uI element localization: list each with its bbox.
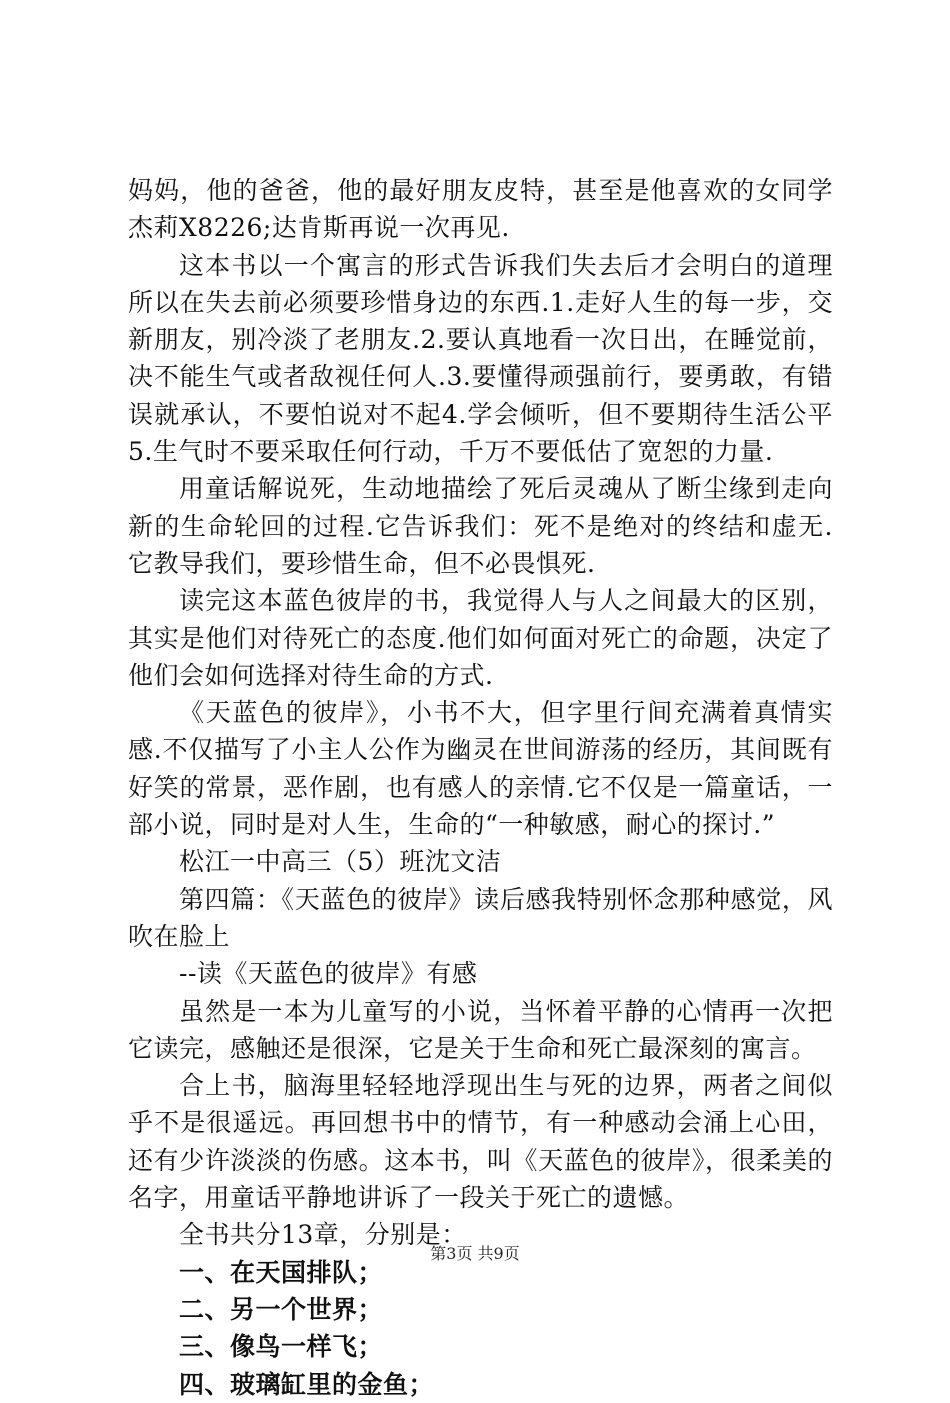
paragraph-reflection: 合上书，脑海里轻轻地浮现出生与死的边界，两者之间似乎不是很遥远。再回想书中的情节，有一种感动会涌上心田，还有少许淡淡的伤感。这本书，叫《天蓝色的彼岸》，很柔美的名字，用童话平静地讲诉了一段关于死亡的遗憾。 — [128, 1071, 833, 1213]
chapter-item: 四、玻璃缸里的金鱼； — [179, 1369, 435, 1399]
chapter-item: 三、像鸟一样飞； — [179, 1332, 384, 1362]
section-subtitle: --读《天蓝色的彼岸》有感 — [179, 959, 478, 989]
section-title: 第四篇：《天蓝色的彼岸》读后感我特别怀念那种感觉，风吹在脸上 — [128, 884, 833, 951]
chapter-item: 二、另一个世界； — [179, 1294, 384, 1324]
paragraph-chapter-count: 全书共分13章，分别是： — [179, 1220, 467, 1250]
paragraph-lessons: 这本书以一个寓言的形式告诉我们失去后才会明白的道理所以在失去前必须要珍惜身边的东西.1.走好人生的每一步，交新朋友，别冷淡了老朋友.2.要认真地看一次日出，在睡觉前，决不能生气或者敌视任何人.3.要懂得顽强前行，要勇敢，有错误就承认，不要怕说对不起4.学会倾听，但不要期待生活公平5.生气时不要采取任何行动，千万不要低估了宽恕的力量. — [128, 250, 833, 467]
paragraph-book-review: 《天蓝色的彼岸》，小书不大，但字里行间充满着真情实感.不仅描写了小主人公作为幽灵在世间游荡的经历，其间既有好笑的常景，恶作剧，也有感人的亲情.它不仅是一篇童话，一部小说，同时是对人生，生命的“一种敏感，耐心的探讨.” — [128, 698, 833, 840]
paragraph-death-fairytale: 用童话解说死，生动地描绘了死后灵魂从了断尘缘到走向新的生命轮回的过程.它告诉我们：死不是绝对的终结和虚无.它教导我们，要珍惜生命，但不必畏惧死. — [128, 474, 833, 578]
document-body — [128, 172, 833, 1403]
chapter-item: 一、在天国排队； — [179, 1257, 384, 1287]
author-line: 松江一中高三（5）班沈文洁 — [179, 847, 502, 877]
page-footer: 第3页 共9页 — [430, 1244, 520, 1263]
paragraph-attitude: 读完这本蓝色彼岸的书，我觉得人与人之间最大的区别，其实是他们对待死亡的态度.他们如何面对死亡的命题，决定了他们会如何选择对待生命的方式. — [128, 586, 833, 690]
paragraph-intro: 虽然是一本为儿童写的小说，当怀着平静的心情再一次把它读完，感触还是很深，它是关于生命和死亡最深刻的寓言。 — [128, 996, 833, 1063]
paragraph-continuation: 妈妈，他的爸爸，他的最好朋友皮特，甚至是他喜欢的女同学杰莉X8226;达肯斯再说一次再见. — [128, 176, 833, 243]
